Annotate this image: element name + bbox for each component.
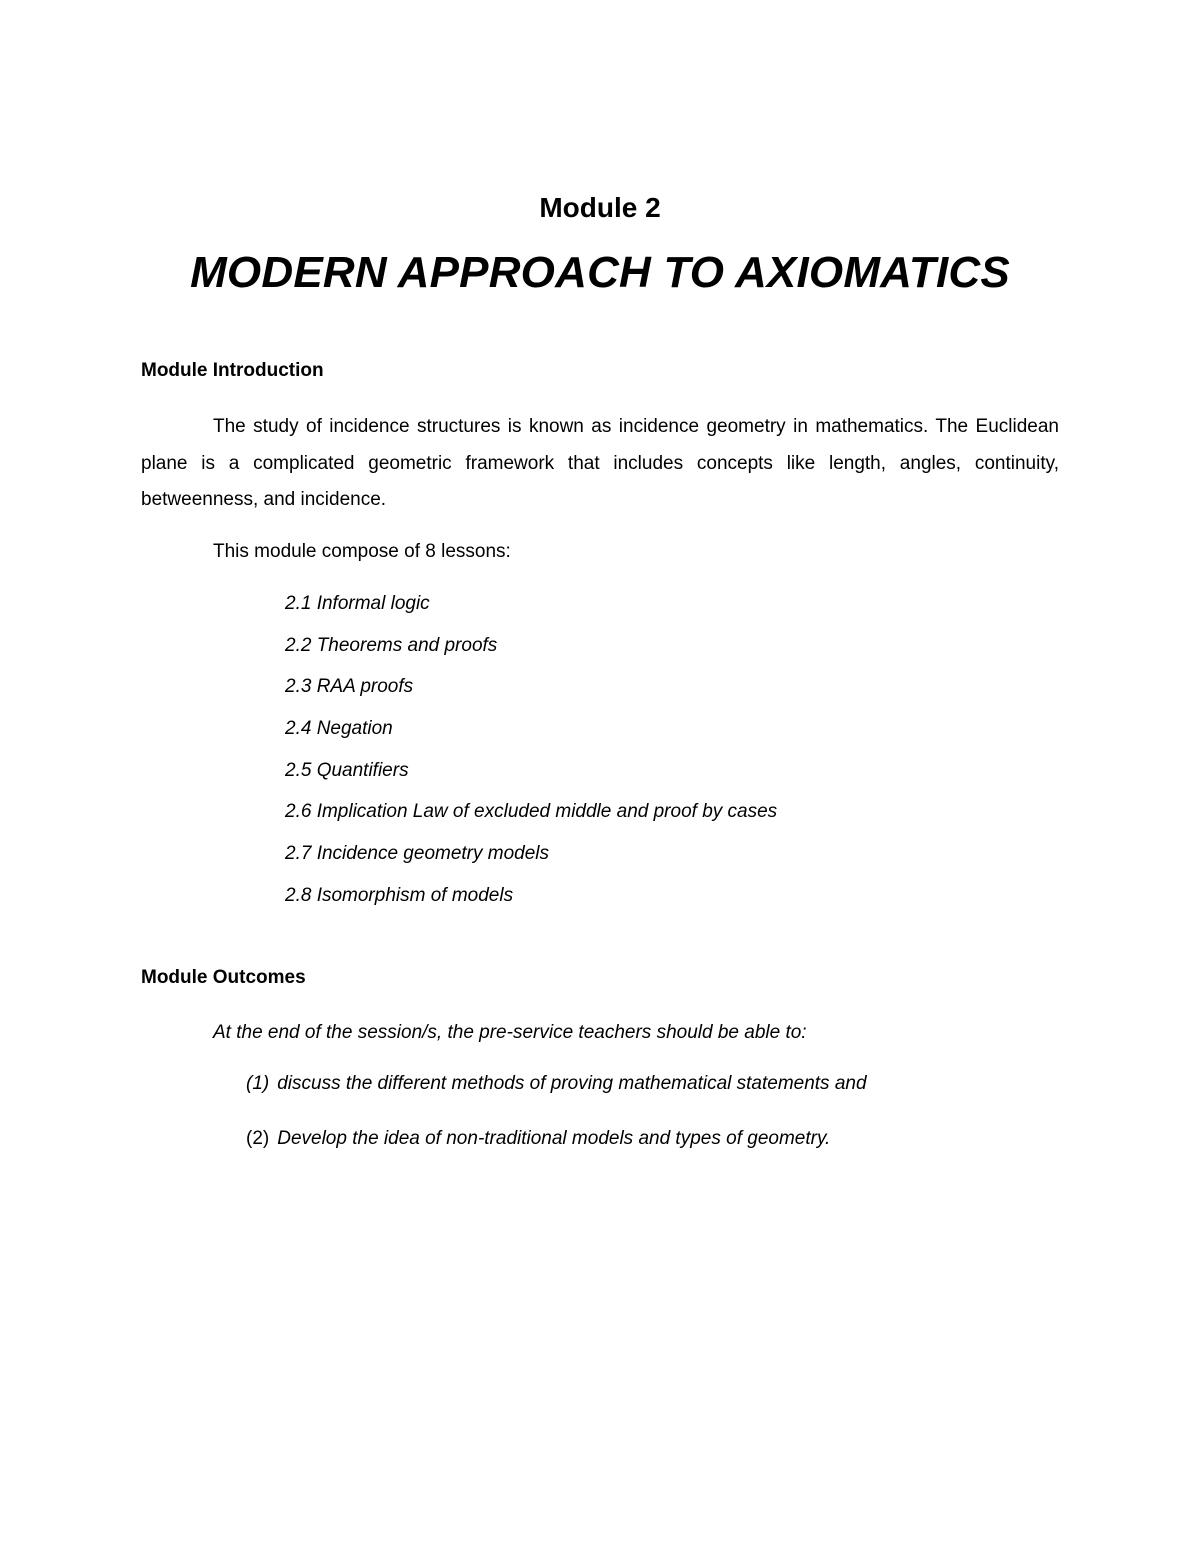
outcome-number: (2) [246, 1128, 270, 1149]
lesson-item: 2.6 Implication Law of excluded middle and proof by cases [285, 801, 778, 823]
lesson-item: 2.3 RAA proofs [285, 676, 414, 698]
lesson-item: 2.5 Quantifiers [285, 759, 409, 781]
lesson-item: 2.2 Theorems and proofs [285, 634, 498, 656]
lessons-intro: This module compose of 8 lessons: [213, 541, 511, 562]
module-title: MODERN APPROACH TO AXIOMATICS [190, 248, 1010, 297]
outcome-number: (1) [246, 1073, 270, 1094]
outcome-item [246, 1127, 830, 1151]
lesson-item: 2.7 Incidence geometry models [285, 843, 550, 865]
outcomes-heading: Module Outcomes [141, 967, 306, 988]
lesson-item: 2.8 Isomorphism of models [285, 884, 514, 906]
outcome-text: Develop the idea of non-traditional models and types of geometry. [277, 1128, 831, 1149]
lesson-item: 2.4 Negation [285, 718, 393, 740]
outcome-text: discuss the different methods of proving mathematical statements and [277, 1073, 867, 1094]
introduction-heading: Module Introduction [141, 360, 324, 381]
outcome-item [246, 1072, 867, 1096]
lesson-list [285, 592, 777, 926]
lesson-item: 2.1 Informal logic [285, 593, 430, 614]
outcomes-intro: At the end of the session/s, the pre-service teachers should be able to: [213, 1022, 807, 1043]
introduction-paragraph: The study of incidence structures is known as incidence geometry in mathematics. The Euclidean plane is a complicated geometric framework that includes concepts like length, angles, continuity, betweenness, and incidence. [141, 416, 1059, 510]
module-number: Module 2 [539, 192, 661, 223]
